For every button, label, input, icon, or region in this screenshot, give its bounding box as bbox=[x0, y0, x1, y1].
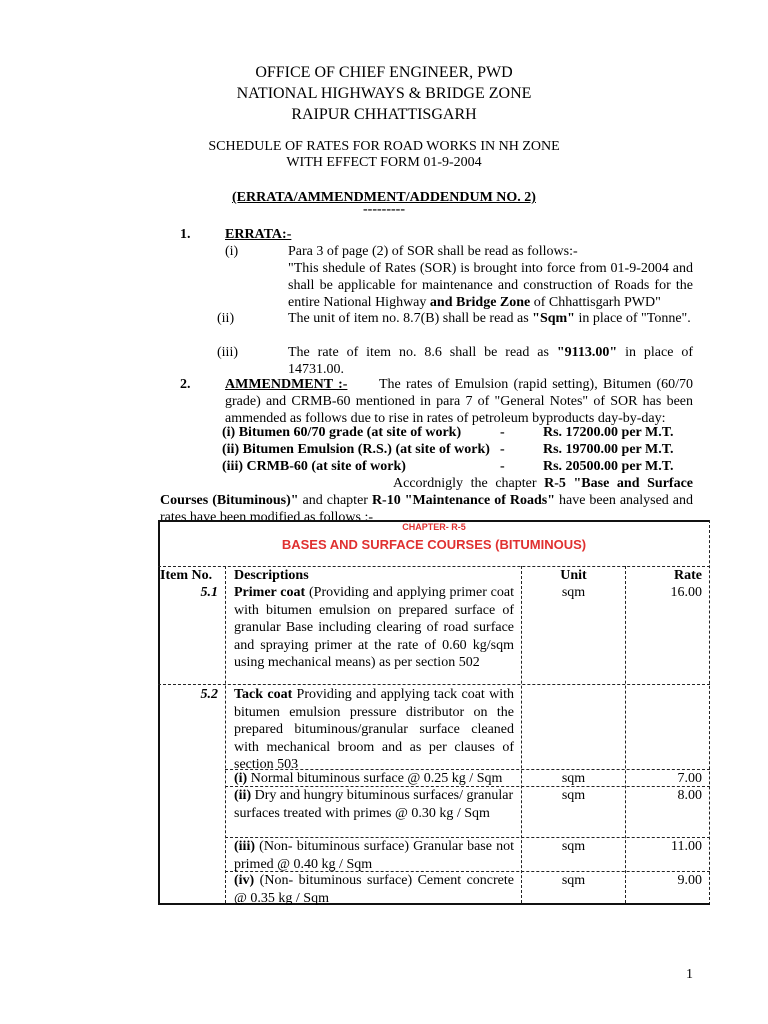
errata-number: 1. bbox=[180, 227, 191, 242]
rate-label: (i) Bitumen 60/70 grade (at site of work) bbox=[222, 425, 462, 440]
row-unit: sqm bbox=[561, 873, 586, 888]
page-number: 1 bbox=[686, 967, 693, 982]
table-divider bbox=[158, 684, 710, 685]
office-title: OFFICE OF CHIEF ENGINEER, PWD bbox=[255, 64, 513, 81]
row-rate: 11.00 bbox=[671, 839, 702, 854]
rate-value: Rs. 17200.00 per M.T. bbox=[543, 425, 674, 440]
rate-dash: - bbox=[500, 442, 505, 457]
row-rate: 8.00 bbox=[677, 788, 702, 803]
schedule-title: SCHEDULE OF RATES FOR ROAD WORKS IN NH ZONE bbox=[208, 139, 560, 154]
errata-heading: (ERRATA/AMMENDMENT/ADDENDUM NO. 2) bbox=[232, 190, 536, 205]
rate-value: Rs. 19700.00 per M.T. bbox=[543, 442, 674, 457]
row-description: Tack coat Providing and applying tack coat with bitumen emulsion pressure distributor on the prepared bituminous/granular surface cleaned with mechanical broom and as per clauses of section 503 bbox=[234, 687, 514, 772]
row-unit: sqm bbox=[561, 839, 586, 854]
ammendment-paragraph: AMMENDMENT :- The rates of Emulsion (rapid setting), Bitumen (60/70 grade) and CRMB-60 mentioned in para 7 of "General Notes" of SOR has been ammended as follows due to rise in rates of petroleum byproducts day-by-day: bbox=[225, 377, 694, 426]
rate-label: (iii) CRMB-60 (at site of work) bbox=[222, 459, 406, 474]
item-number: 5.1 bbox=[200, 585, 218, 600]
table-border bbox=[709, 520, 710, 905]
zone-title: NATIONAL HIGHWAYS & BRIDGE ZONE bbox=[236, 85, 532, 102]
errata-item-number: (ii) bbox=[217, 311, 235, 326]
errata-item-text: The unit of item no. 8.7(B) shall be read as "Sqm" in place of "Tonne". bbox=[288, 311, 691, 326]
chapter-label: CHAPTER- R-5 bbox=[402, 522, 466, 532]
row-description: (iii) (Non- bituminous surface) Granular base not primed @ 0.40 kg / Sqm bbox=[234, 839, 514, 872]
header-unit: Unit bbox=[560, 568, 587, 583]
row-rate: 7.00 bbox=[677, 771, 702, 786]
row-unit: sqm bbox=[561, 771, 586, 786]
header-descriptions: Descriptions bbox=[234, 568, 309, 583]
heading-dashes: --------- bbox=[363, 202, 405, 217]
header-item-no: Item No. bbox=[160, 568, 213, 583]
errata-item-intro: Para 3 of page (2) of SOR shall be read as follows:- bbox=[288, 244, 578, 259]
row-unit: sqm bbox=[561, 585, 586, 600]
errata-quote: "This shedule of Rates (SOR) is brought into force from 01-9-2004 and shall be applicable for maintenance and construction of Roads for the entire National Highway and Bridge Zone of Chhattisgarh PWD" bbox=[288, 261, 693, 310]
row-rate: 16.00 bbox=[670, 585, 702, 600]
errata-item-text: The rate of item no. 8.6 shall be read as "9113.00" in place of 14731.00. bbox=[288, 345, 693, 377]
row-description: (iv) (Non- bituminous surface) Cement concrete @ 0.35 kg / Sqm bbox=[234, 873, 514, 906]
row-description: (i) Normal bituminous surface @ 0.25 kg / Sqm bbox=[234, 771, 503, 786]
chapter-title: BASES AND SURFACE COURSES (BITUMINOUS) bbox=[281, 537, 587, 552]
rate-label: (ii) Bitumen Emulsion (R.S.) (at site of work) bbox=[222, 442, 490, 457]
rates-table bbox=[158, 520, 710, 905]
city-title: RAIPUR CHHATTISGARH bbox=[291, 106, 477, 123]
errata-item-number: (i) bbox=[225, 244, 239, 259]
row-unit: sqm bbox=[561, 788, 586, 803]
table-divider bbox=[225, 566, 226, 903]
closing-paragraph: Accordnigly the chapter R-5 "Base and Surface Courses (Bituminous)" and chapter R-10 "Maintenance of Roads" have been analysed and rates have been modified as follows :- bbox=[160, 476, 693, 525]
row-description: Primer coat (Providing and applying primer coat with bitumen emulsion on prepared surface of granular Base including clearing of road surface and spraying primer at the rate of 0.60 kg/sqm using mechanical means) as per section 502 bbox=[234, 585, 514, 670]
rate-dash: - bbox=[500, 425, 505, 440]
row-rate: 9.00 bbox=[677, 873, 702, 888]
ammendment-number: 2. bbox=[180, 377, 191, 392]
row-description: (ii) Dry and hungry bituminous surfaces/ granular surfaces treated with primes @ 0.30 kg / Sqm bbox=[234, 788, 514, 821]
rate-dash: - bbox=[500, 459, 505, 474]
errata-title: ERRATA:- bbox=[225, 227, 292, 242]
effect-date: WITH EFFECT FORM 01-9-2004 bbox=[286, 155, 482, 170]
item-number: 5.2 bbox=[200, 687, 218, 702]
errata-item-number: (iii) bbox=[217, 345, 238, 360]
rate-value: Rs. 20500.00 per M.T. bbox=[543, 459, 674, 474]
header-rate: Rate bbox=[674, 568, 702, 583]
